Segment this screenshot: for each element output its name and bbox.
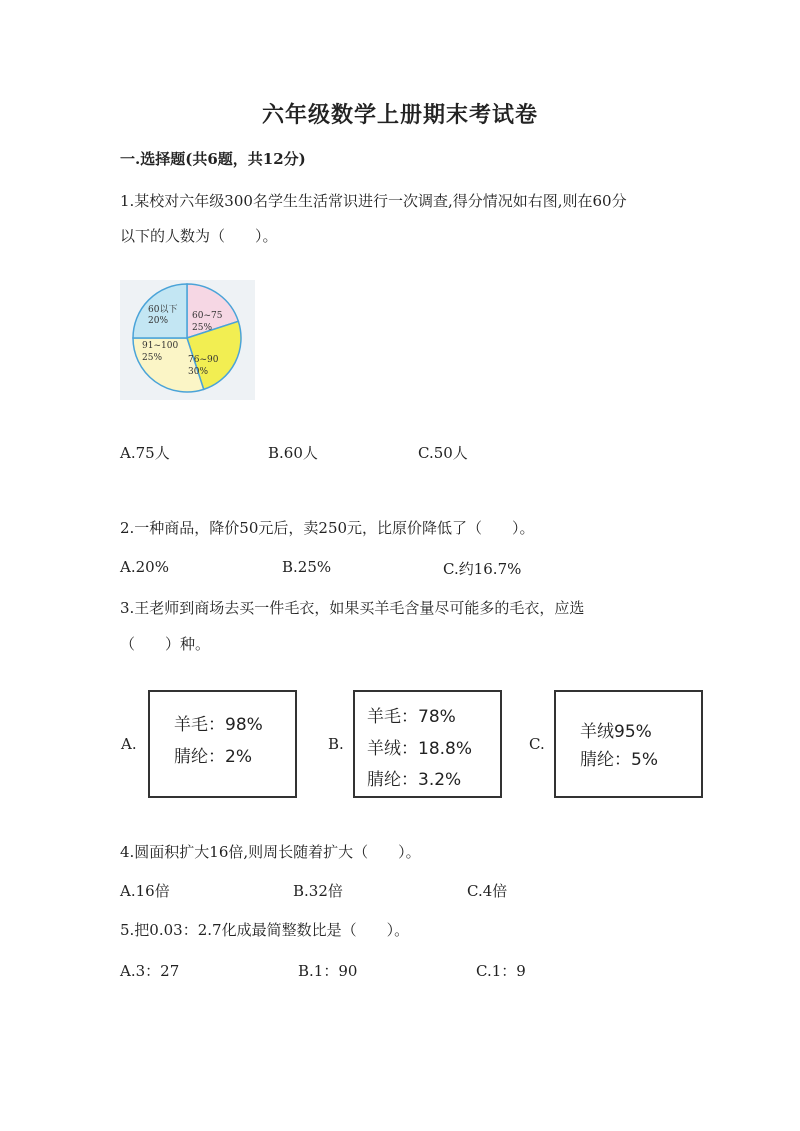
q3-box-b-line3: 腈纶：3.2% xyxy=(367,770,462,790)
q3-box-b-line2: 羊绒：18.8% xyxy=(367,739,473,759)
slice-label-60-75: 60~75 xyxy=(192,311,223,321)
slice-pct-76-90: 30% xyxy=(188,367,209,377)
slice-label-76-90: 76~90 xyxy=(188,355,219,365)
q1-pie-figure xyxy=(120,280,255,400)
q3-text-line1: 3.王老师到商场去买一件毛衣，如果买羊毛含量尽可能多的毛衣，应选 xyxy=(120,599,585,617)
q5-option-c: C.1：9 xyxy=(476,962,526,980)
slice-pct-below60: 20% xyxy=(148,316,169,326)
q3-box-b-line1: 羊毛：78% xyxy=(367,707,456,727)
q1-text-line2: 以下的人数为（ ）。 xyxy=(120,227,278,245)
q3-box-b xyxy=(353,690,502,798)
q3-box-a-line2: 腈纶：2% xyxy=(174,747,252,767)
q2-text: 2.一种商品，降价50元后，卖250元，比原价降低了（ ）。 xyxy=(120,519,535,537)
slice-pct-91-100: 25% xyxy=(142,353,163,363)
slice-pct-60-75: 25% xyxy=(192,323,213,333)
q3-text-line2: （ ）种。 xyxy=(120,635,211,653)
q4-option-c: C.4倍 xyxy=(467,882,508,900)
q2-option-a: A.20% xyxy=(120,558,169,576)
q3-box-c-line2: 腈纶：5% xyxy=(580,750,658,770)
q5-text: 5.把0.03：2.7化成最简整数比是（ ）。 xyxy=(120,921,410,939)
section-heading: 一.选择题(共6题，共12分) xyxy=(120,150,306,168)
q4-option-b: B.32倍 xyxy=(293,882,343,900)
q1-option-b: B.60人 xyxy=(268,444,318,462)
q1-text-line1: 1.某校对六年级300名学生生活常识进行一次调查,得分情况如右图,则在60分 xyxy=(120,192,627,210)
q3-box-a-line1: 羊毛：98% xyxy=(174,715,263,735)
q4-text: 4.圆面积扩大16倍,则周长随着扩大（ ）。 xyxy=(120,843,421,861)
q3-box-b-label: B. xyxy=(328,735,344,753)
slice-label-below60: 60以下 xyxy=(148,305,178,315)
q3-box-a xyxy=(148,690,297,798)
q1-option-a: A.75人 xyxy=(120,444,170,462)
q2-option-c: C.约16.7% xyxy=(443,560,522,578)
pie-chart xyxy=(120,280,255,400)
slice-label-91-100: 91~100 xyxy=(142,341,179,351)
q4-option-a: A.16倍 xyxy=(120,882,170,900)
q3-box-c-label: C. xyxy=(529,735,545,753)
q2-option-b: B.25% xyxy=(282,558,332,576)
q5-option-a: A.3：27 xyxy=(120,962,180,980)
q3-box-c xyxy=(554,690,703,798)
q1-option-c: C.50人 xyxy=(418,444,468,462)
q3-box-a-label: A. xyxy=(121,735,137,753)
q3-box-c-line1: 羊绒95% xyxy=(580,722,652,742)
q5-option-b: B.1：90 xyxy=(298,962,358,980)
page-title: 六年级数学上册期末考试卷 xyxy=(261,102,538,128)
